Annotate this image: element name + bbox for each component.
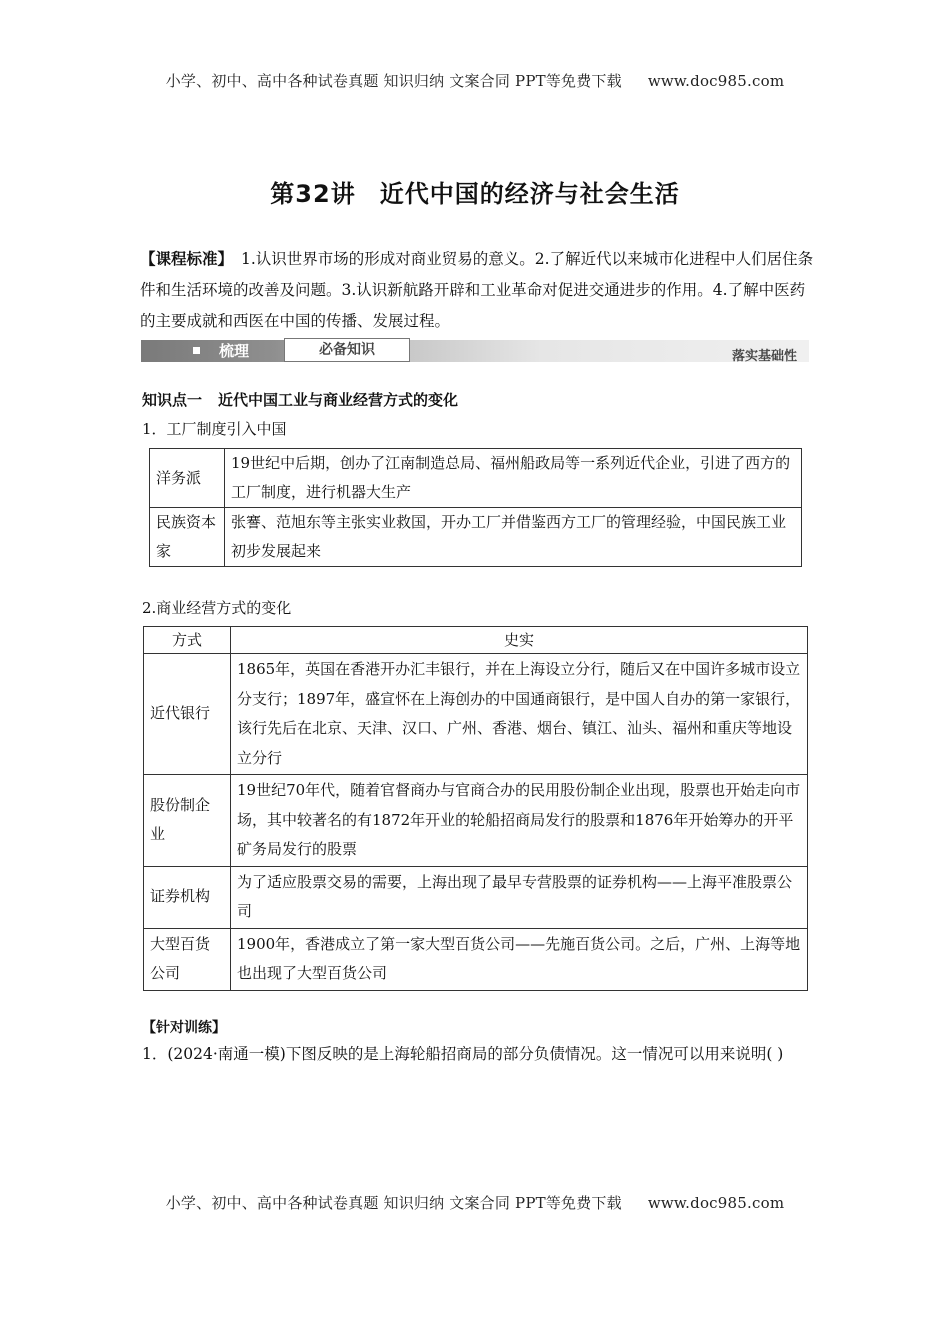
table-cell-value: 为了适应股票交易的需要，上海出现了最早专营股票的证券机构——上海平准股票公司 — [231, 866, 808, 928]
table-row — [144, 775, 808, 867]
table-header-row — [144, 627, 808, 654]
banner-tab: 必备知识 — [284, 338, 410, 362]
table-cell-value: 19世纪中后期，创办了江南制造总局、福州船政局等一系列近代企业，引进了西方的工厂制度，进行机器大生产 — [225, 449, 802, 508]
knowledge-point-title: 近代中国工业与商业经营方式的变化 — [218, 391, 459, 409]
table-cell-key: 股份制企业 — [144, 775, 231, 867]
header-text: 小学、初中、高中各种试卷真题 知识归纳 文案合同 PPT等免费下载 — [165, 72, 622, 90]
table-row — [144, 866, 808, 928]
course-standard-text: 1.认识世界市场的形成对商业贸易的意义。2.了解近代以来城市化进程中人们居住条件和生活环境的改善及问题。3.认识新航路开辟和工业革命对促进交通进步的作用。4.了解中医药的主要成就和西医在中国的传播、发展过程。 — [140, 250, 814, 330]
table-cell-key: 大型百货公司 — [144, 928, 231, 990]
banner-section: 梳理 — [219, 342, 250, 360]
table-row — [150, 449, 802, 508]
header-site: www.doc985.com — [647, 72, 785, 90]
table-cell-value: 1865年，英国在香港开办汇丰银行，并在上海设立分行，随后又在中国许多城市设立分支行；1897年，盛宣怀在上海创办的中国通商银行，是中国人自办的第一家银行，该行先后在北京、天津、汉口、广州、香港、烟台、镇江、汕头、福州和重庆等地设立分行 — [231, 654, 808, 775]
course-standard — [140, 244, 814, 337]
knowledge-point-label: 知识点一 — [142, 391, 203, 409]
factory-system-table — [149, 448, 802, 567]
knowledge-point-heading — [142, 389, 458, 410]
table-header-method: 方式 — [144, 627, 231, 654]
table-cell-value: 1900年，香港成立了第一家大型百货公司——先施百货公司。之后，广州、上海等地也出现了大型百货公司 — [231, 928, 808, 990]
page-footer — [0, 1192, 950, 1213]
lecture-name: 近代中国的经济与社会生活 — [379, 180, 680, 208]
subheading-business: 2.商业经营方式的变化 — [142, 599, 292, 617]
table-cell-value: 19世纪70年代，随着官督商办与官商合办的民用股份制企业出现，股票也开始走向市场，其中较著名的有1872年开业的轮船招商局发行的股票和1876年开始筹办的开平矿务局发行的股票 — [231, 775, 808, 867]
footer-site: www.doc985.com — [647, 1194, 785, 1212]
subheading-factory: 1．工厂制度引入中国 — [142, 420, 287, 438]
lecture-number: 第32讲 — [270, 180, 356, 208]
banner-right: 落实基础性 — [731, 349, 797, 364]
table-header-facts: 史实 — [231, 627, 808, 654]
section-banner — [141, 338, 809, 364]
footer-text: 小学、初中、高中各种试卷真题 知识归纳 文案合同 PPT等免费下载 — [165, 1194, 622, 1212]
page-header — [0, 70, 950, 91]
table-cell-key: 民族资本家 — [150, 508, 225, 567]
business-methods-table — [143, 626, 808, 991]
table-row — [150, 508, 802, 567]
square-icon — [193, 347, 200, 354]
table-cell-value: 张謇、范旭东等主张实业救国，开办工厂并借鉴西方工厂的管理经验，中国民族工业初步发展起来 — [225, 508, 802, 567]
drill-label: 【针对训练】 — [142, 1020, 226, 1036]
table-cell-key: 洋务派 — [150, 449, 225, 508]
page-title — [0, 174, 950, 209]
question-1: 1．(2024·南通一模)下图反映的是上海轮船招商局的部分负债情况。这一情况可以用来说明( ) — [142, 1045, 784, 1063]
table-cell-key: 证券机构 — [144, 866, 231, 928]
table-cell-key: 近代银行 — [144, 654, 231, 775]
table-row — [144, 928, 808, 990]
course-standard-label: 【课程标准】 — [140, 250, 234, 268]
table-row — [144, 654, 808, 775]
